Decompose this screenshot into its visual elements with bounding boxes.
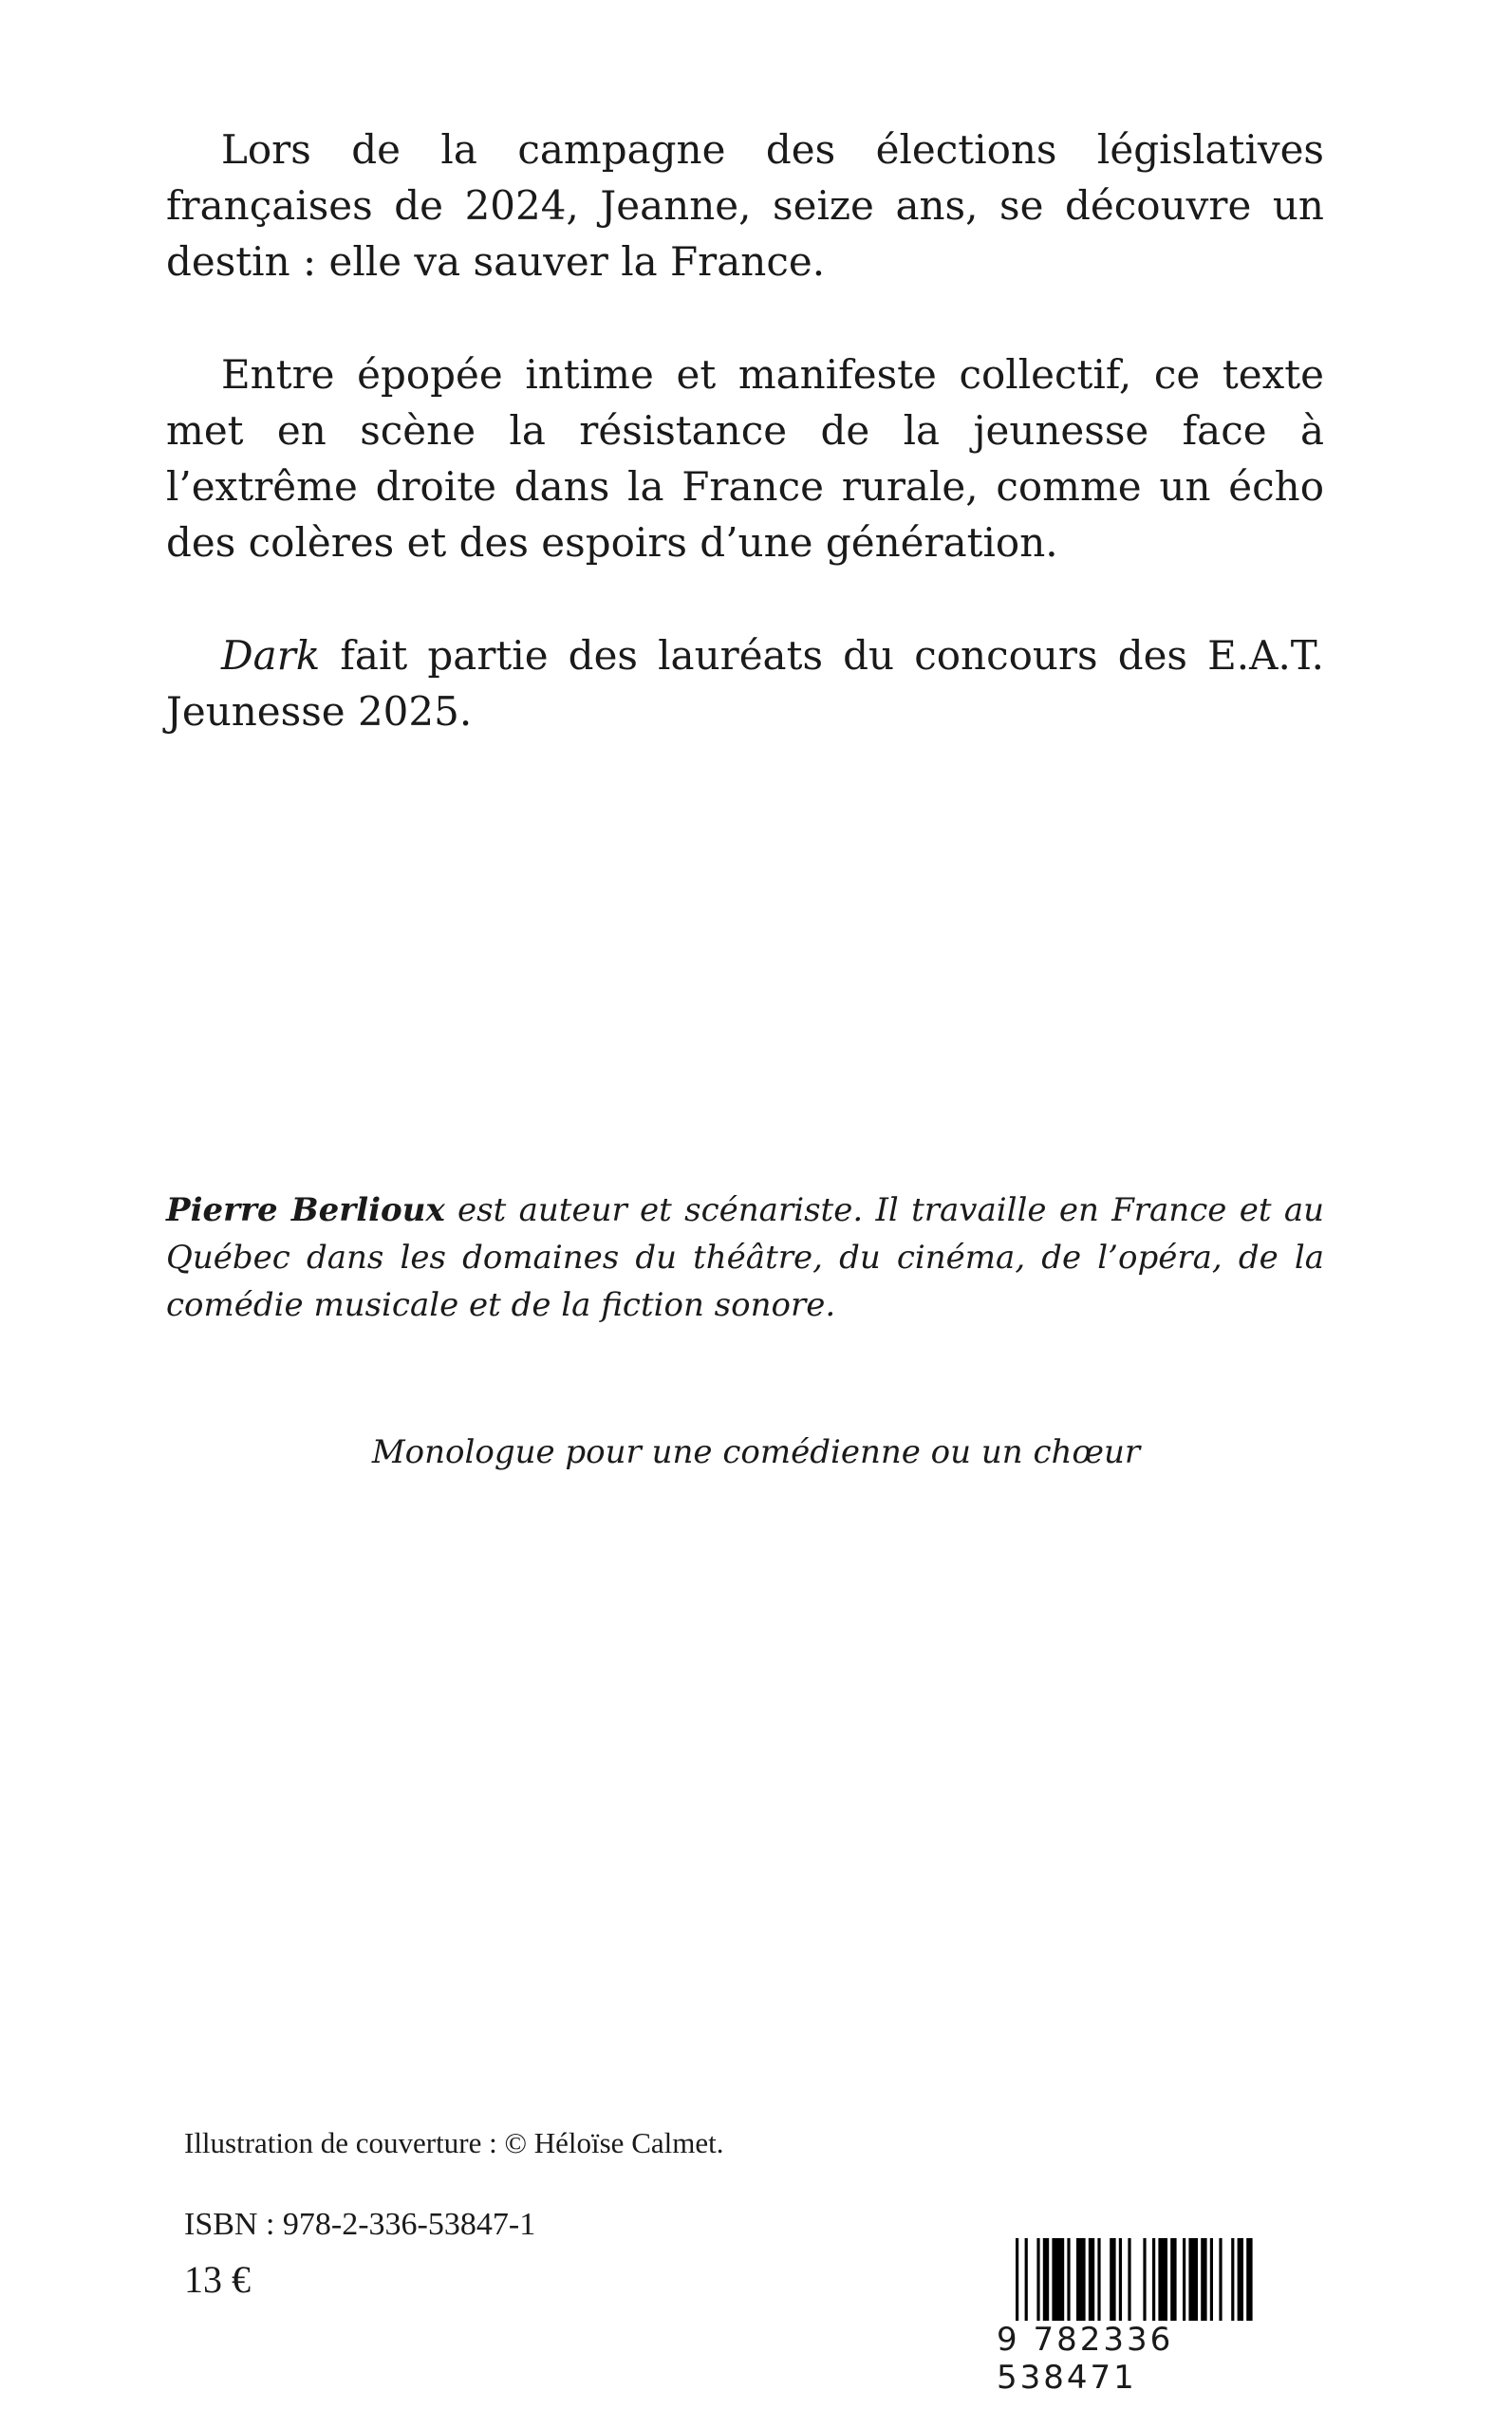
author-bio (166, 1186, 1324, 1329)
blurb-paragraph-3 (166, 627, 1324, 739)
isbn: ISBN : 978-2-336-53847-1 (184, 2207, 536, 2242)
award-text: fait partie des lauréats du concours des E.A.T. Jeunesse 2025. (166, 632, 1324, 735)
blurb-paragraph-1: Lors de la campagne des élections législatives françaises de 2024, Jeanne, seize ans, se découvre un destin : elle va sauver la France. (166, 126, 1324, 285)
author-bio-text: est auteur et scénariste. Il travaille en France et au Québec dans les domaines du théâtre, du cinéma, de l’opéra, de la comédie musicale et de la fiction sonore. (166, 1191, 1324, 1324)
illustration-credit: Illustration de couverture : © Héloïse Calmet. (184, 2126, 724, 2159)
back-cover-blurb (166, 121, 1324, 796)
book-title: Dark (221, 632, 321, 679)
genre-line: Monologue pour une comédienne ou un chœur (371, 1433, 1141, 1471)
price: 13 € (184, 2258, 251, 2301)
barcode (1016, 2238, 1310, 2324)
barcode-digits: 9 782336 538471 (997, 2321, 1319, 2397)
author-name: Pierre Berlioux (166, 1191, 445, 1229)
blurb-paragraph-2: Entre épopée intime et manifeste collectif, ce texte met en scène la résistance de la jeunesse face à l’extrême droite dans la France rurale, comme un écho des colères et des espoirs d’une génération. (166, 351, 1324, 566)
